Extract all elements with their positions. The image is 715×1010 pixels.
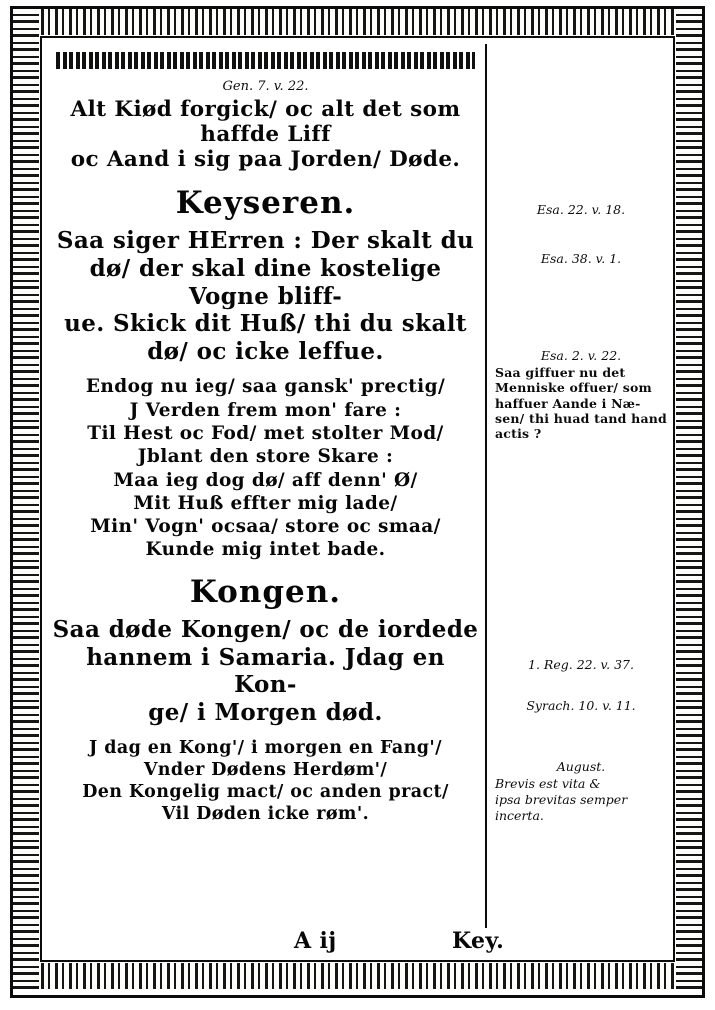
margin-note-reference: Syrach. 10. v. 11.: [526, 698, 636, 714]
speaker-heading-emperor: Keyseren.: [175, 184, 356, 221]
scripture-line: ue. Skick dit Huß/ thi du skalt: [64, 310, 467, 338]
margin-note-line: Menniske offuer/ som: [495, 380, 652, 396]
margin-note: [495, 348, 667, 441]
scripture-line: ge/ i Morgen død.: [148, 699, 383, 727]
ornament-band-left: [13, 9, 39, 989]
poem-line: Den Kongelig mact/ oc anden pract/: [82, 782, 449, 803]
scripture-reference-top: Gen. 7. v. 22.: [222, 79, 309, 94]
margin-note-reference: Esa. 2. v. 22.: [540, 348, 622, 363]
margin-note-line: Brevis est vita &: [495, 776, 601, 792]
scripture-passage-king: [52, 616, 479, 726]
margin-note-line: incerta.: [495, 807, 544, 823]
margin-note-body: [495, 365, 667, 441]
scripture-line: Saa siger HErren : Der skalt du: [56, 227, 475, 255]
margin-note: [495, 698, 667, 713]
margin-note-line: haffuer Aande i Næ-: [495, 395, 641, 411]
ornament-band-headpiece: [56, 52, 475, 69]
speaker-heading-king: Kongen.: [189, 573, 342, 610]
poem-line: Mit Huß effter mig lade/: [133, 492, 398, 514]
margin-note-line: actis ?: [495, 426, 542, 441]
poem-line: Vnder Dødens Herdøm'/: [143, 759, 388, 780]
poem-line: Kunde mig intet bade.: [145, 539, 386, 561]
margin-note-latin: [495, 776, 667, 823]
margin-note-reference: Esa. 38. v. 1.: [540, 251, 622, 266]
margin-note-reference: August.: [556, 759, 606, 775]
top-quote-line: Alt Kiød forgick/ oc alt det som haffde Liff: [70, 97, 461, 147]
margin-note: [495, 202, 667, 217]
scripture-line: dø/ der skal dine kostelige Vogne bliff-: [89, 254, 442, 310]
poem-king: [52, 737, 479, 826]
margin-note-august: [495, 759, 667, 823]
scripture-line: dø/ oc icke leffue.: [147, 337, 384, 365]
top-quote-line: oc Aand i sig paa Jorden/ Døde.: [70, 146, 461, 172]
catchword: Key.: [452, 928, 505, 954]
page-footer: [44, 928, 671, 954]
margin-note-line: ipsa brevitas semper: [495, 791, 628, 807]
scripture-passage-emperor: [52, 227, 479, 365]
margin-note-line: Saa giffuer nu det: [495, 365, 626, 380]
marginal-notes-column: [487, 40, 671, 958]
margin-note-reference: Esa. 22. v. 18.: [536, 202, 626, 217]
poem-line: Vil Døden icke røm'.: [161, 804, 370, 825]
poem-line: J Verden frem mon' fare :: [129, 399, 402, 421]
margin-note: [495, 657, 667, 672]
poem-line: Endog nu ieg/ saa gansk' prectig/: [85, 376, 446, 398]
scripture-line: Saa døde Kongen/ oc de iordede: [52, 616, 479, 644]
page-content: [44, 40, 671, 958]
ornament-band-right: [676, 9, 702, 989]
margin-note-reference: 1. Reg. 22. v. 37.: [528, 657, 634, 673]
poem-line: Jblant den store Skare :: [137, 446, 394, 468]
poem-line: Min' Vogn' ocsaa/ store oc smaa/: [90, 516, 441, 538]
poem-line: Til Hest oc Fod/ met stolter Mod/: [87, 422, 444, 444]
margin-note-line: sen/ thi huad tand hand: [495, 410, 667, 426]
main-text-column: [44, 40, 485, 958]
poem-emperor: [52, 375, 479, 561]
scripture-line: hannem i Samaria. Jdag en Kon-: [86, 643, 445, 699]
margin-note: [495, 251, 667, 266]
top-quote: [52, 98, 479, 173]
poem-line: Maa ieg dog dø/ aff denn' Ø/: [113, 469, 418, 491]
signature-mark: A ij: [294, 928, 337, 954]
poem-line: J dag en Kong'/ i morgen en Fang'/: [89, 737, 442, 758]
ornament-band-bottom: [13, 963, 702, 989]
ornament-band-top: [13, 9, 702, 35]
